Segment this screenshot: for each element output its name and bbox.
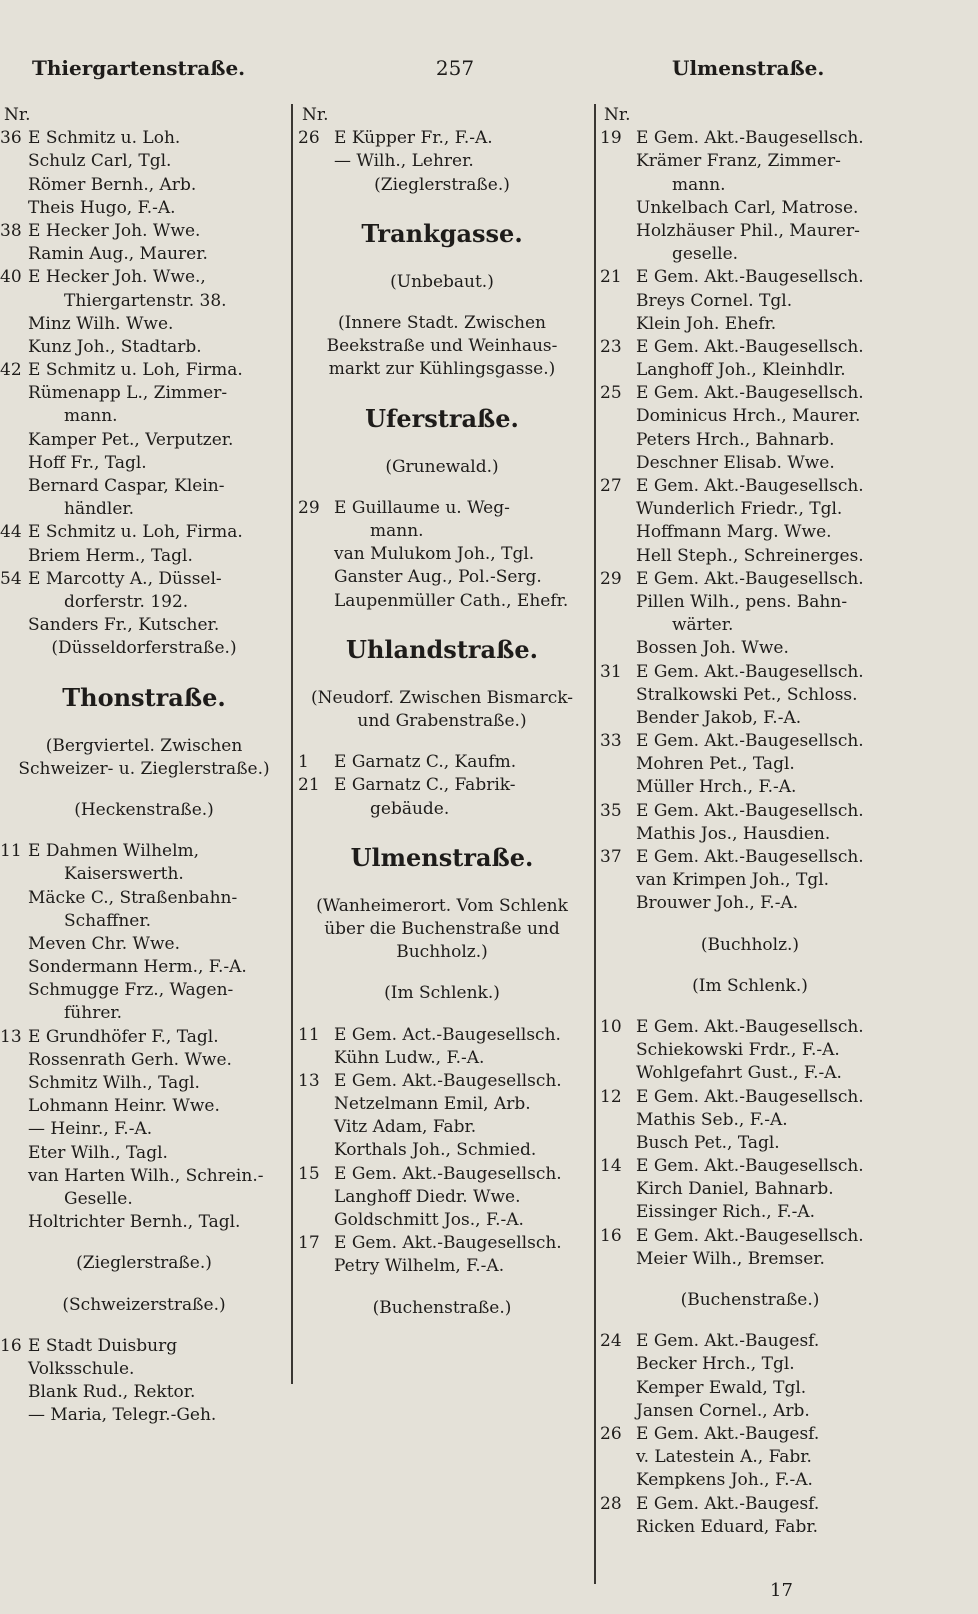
house-entry xyxy=(0,568,288,591)
resident-line: Eter Wilh., Tagl. xyxy=(28,1142,168,1163)
owner-name: E Gem. Akt.-Baugesellsch. xyxy=(636,128,864,149)
resident-line: Dominicus Hrch., Maurer. xyxy=(636,406,861,427)
owner-name: E Gem. Akt.-Baugesf. xyxy=(636,1331,820,1352)
resident-line: Hoffmann Marg. Wwe. xyxy=(636,522,832,543)
spacer xyxy=(600,1312,900,1330)
house-entry xyxy=(298,1163,586,1186)
house-number: 13 xyxy=(298,1070,320,1091)
entry-continuation: Thiergartenstr. 38. xyxy=(64,290,227,311)
house-entry xyxy=(600,382,900,405)
street-note: (Im Schlenk.) xyxy=(692,975,808,996)
house-number: 13 xyxy=(0,1026,22,1047)
street-heading: Uferstraße. xyxy=(365,403,519,433)
resident-line: Hell Steph., Schreinerges. xyxy=(636,545,864,566)
resident-line: Vitz Adam, Fabr. xyxy=(334,1117,477,1138)
resident-line: Bossen Joh. Wwe. xyxy=(636,638,789,659)
owner-name: E Garnatz C., Fabrik- xyxy=(334,775,516,796)
resident-line: Jansen Cornel., Arb. xyxy=(636,1400,810,1421)
resident-line: Korthals Joh., Schmied. xyxy=(334,1140,537,1161)
house-entry xyxy=(0,220,288,243)
resident-line: Meven Chr. Wwe. xyxy=(28,933,180,954)
house-number: 28 xyxy=(600,1493,622,1514)
house-entry xyxy=(600,1225,900,1248)
spacer xyxy=(0,781,288,799)
column-rule-left xyxy=(291,104,293,1384)
house-number: 11 xyxy=(0,841,22,862)
spacer xyxy=(0,822,288,840)
street-note: (Im Schlenk.) xyxy=(384,983,500,1004)
column-left xyxy=(0,104,288,1427)
entry-continuation: gebäude. xyxy=(370,798,450,819)
owner-name: E Dahmen Wilhelm, xyxy=(28,841,200,862)
house-entry xyxy=(600,661,900,684)
owner-name: E Grundhöfer F., Tagl. xyxy=(28,1026,219,1047)
house-entry xyxy=(600,846,900,869)
house-entry xyxy=(298,1232,586,1255)
resident-line: Laupenmüller Cath., Ehefr. xyxy=(334,590,569,611)
resident-line: Breys Cornel. Tgl. xyxy=(636,290,793,311)
owner-name: E Gem. Akt.-Baugesellsch. xyxy=(334,1163,562,1184)
resident-line: Bernard Caspar, Klein- xyxy=(28,476,225,496)
house-entry xyxy=(600,1330,900,1353)
resident-line: Schmugge Frz., Wagen- xyxy=(28,980,234,1001)
entry-continuation: Schaffner. xyxy=(64,910,152,931)
house-number: 25 xyxy=(600,383,622,404)
house-number: 19 xyxy=(600,128,622,149)
house-number: 21 xyxy=(298,775,320,796)
street-note: (Bergviertel. Zwischen xyxy=(45,735,243,756)
house-number: 36 xyxy=(0,128,22,149)
running-head-right: Ulmenstraße. xyxy=(672,56,825,80)
house-entry xyxy=(600,1016,900,1039)
resident-line: Holzhäuser Phil., Maurer- xyxy=(636,220,860,241)
resident-line: Schulz Carl, Tgl. xyxy=(28,151,172,172)
resident-line: — Heinr., F.-A. xyxy=(28,1119,153,1140)
house-number: 21 xyxy=(600,267,622,288)
resident-line: Brouwer Joh., F.-A. xyxy=(636,893,799,914)
street-note: (Schweizerstraße.) xyxy=(62,1294,226,1315)
street-note: (Buchenstraße.) xyxy=(680,1290,820,1311)
street-note: (Grunewald.) xyxy=(385,456,499,477)
house-number: 26 xyxy=(298,128,320,149)
entry-continuation: Geselle. xyxy=(64,1188,133,1209)
spacer xyxy=(298,1279,586,1297)
house-entry xyxy=(0,1026,288,1049)
house-entry xyxy=(0,521,288,544)
house-entry xyxy=(0,1335,288,1358)
resident-line: van Mulukom Joh., Tgl. xyxy=(334,544,535,565)
column-rule-right xyxy=(594,104,596,1584)
house-number: 35 xyxy=(600,800,622,821)
resident-line: Minz Wilh. Wwe. xyxy=(28,313,174,334)
resident-line: Kühn Ludw., F.-A. xyxy=(334,1047,485,1068)
resident-line: van Harten Wilh., Schrein.- xyxy=(28,1165,264,1186)
resident-line: Mäcke C., Straßenbahn- xyxy=(28,887,238,908)
street-heading: Ulmenstraße. xyxy=(350,842,534,872)
owner-name: E Gem. Akt.-Baugesellsch. xyxy=(636,847,864,867)
house-number: 27 xyxy=(600,476,622,496)
house-entry xyxy=(0,840,288,863)
house-number: 44 xyxy=(0,522,22,543)
house-entry xyxy=(298,497,586,520)
owner-name: E Schmitz u. Loh. xyxy=(28,128,181,149)
house-entry xyxy=(600,1493,900,1516)
resident-line: Rümenapp L., Zimmer- xyxy=(28,383,228,404)
house-number: 16 xyxy=(600,1225,622,1246)
house-number: 29 xyxy=(600,568,622,589)
resident-line: Klein Joh. Ehefr. xyxy=(636,313,777,334)
resident-line: Unkelbach Carl, Matrose. xyxy=(636,197,859,218)
street-heading: Trankgasse. xyxy=(361,218,523,248)
owner-name: E Gem. Akt.-Baugesellsch. xyxy=(636,476,864,496)
resident-line: Holtrichter Bernh., Tagl. xyxy=(28,1212,241,1233)
house-entry xyxy=(600,475,900,498)
owner-name: E Stadt Duisburg xyxy=(28,1335,178,1356)
spacer xyxy=(0,1317,288,1335)
resident-line: Ramin Aug., Maurer. xyxy=(28,244,208,265)
entry-continuation: führer. xyxy=(64,1003,123,1024)
house-entry xyxy=(0,359,288,382)
house-number: 37 xyxy=(600,847,622,867)
street-note: (Düsseldorferstraße.) xyxy=(51,638,237,659)
house-entry xyxy=(298,1024,586,1047)
house-entry xyxy=(0,266,288,289)
running-head-left: Thiergartenstraße. xyxy=(32,56,246,80)
owner-name: E Gem. Akt.-Baugesellsch. xyxy=(636,800,864,821)
house-number: 11 xyxy=(298,1024,320,1045)
house-number: 1 xyxy=(298,752,309,773)
owner-name: E Küpper Fr., F.-A. xyxy=(334,128,493,149)
resident-line: Müller Hrch., F.-A. xyxy=(636,777,797,798)
owner-name: E Gem. Akt.-Baugesellsch. xyxy=(636,267,864,288)
house-number: 16 xyxy=(0,1335,22,1356)
resident-line: Rossenrath Gerh. Wwe. xyxy=(28,1049,232,1070)
street-note: (Zieglerstraße.) xyxy=(374,174,510,195)
house-entry xyxy=(0,127,288,150)
resident-line: Mohren Pet., Tagl. xyxy=(636,754,795,775)
entry-continuation: dorferstr. 192. xyxy=(64,591,189,612)
street-note: (Innere Stadt. Zwischen xyxy=(337,312,547,333)
resident-line: Pillen Wilh., pens. Bahn- xyxy=(636,591,848,612)
street-note: (Neudorf. Zwischen Bismarck- xyxy=(311,687,573,708)
owner-name: E Gem. Akt.-Baugesellsch. xyxy=(636,383,864,404)
resident-line: Eissinger Rich., F.-A. xyxy=(636,1202,816,1223)
resident-line: Kunz Joh., Stadtarb. xyxy=(28,336,202,357)
resident-line: Kamper Pet., Verputzer. xyxy=(28,429,234,450)
resident-line: Ganster Aug., Pol.-Serg. xyxy=(334,567,542,588)
resident-line: Mathis Seb., F.-A. xyxy=(636,1109,788,1130)
house-entry xyxy=(600,1423,900,1446)
entry-continuation: mann. xyxy=(64,406,118,427)
spacer xyxy=(298,479,586,497)
street-note: (Wanheimerort. Vom Schlenk xyxy=(316,895,568,916)
spacer xyxy=(298,964,586,982)
street-note: (Buchholz.) xyxy=(700,934,800,955)
column-number-heading: Nr. xyxy=(604,105,631,125)
spacer xyxy=(0,1276,288,1294)
owner-name: E Gem. Act.-Baugesellsch. xyxy=(334,1024,561,1045)
resident-line: Langhoff Diedr. Wwe. xyxy=(334,1186,521,1207)
house-number: 54 xyxy=(0,568,22,589)
house-entry xyxy=(600,336,900,359)
resident-line: Becker Hrch., Tgl. xyxy=(636,1354,795,1375)
resident-line: Sanders Fr., Kutscher. xyxy=(28,615,220,636)
resident-line: van Krimpen Joh., Tgl. xyxy=(636,870,830,891)
house-entry xyxy=(298,751,586,774)
street-note: (Unbebaut.) xyxy=(390,271,494,292)
resident-line: Deschner Elisab. Wwe. xyxy=(636,452,835,473)
house-entry xyxy=(600,800,900,823)
owner-name: E Gem. Akt.-Baugesellsch. xyxy=(636,336,864,357)
house-number: 26 xyxy=(600,1423,622,1444)
resident-line: Petry Wilhelm, F.-A. xyxy=(334,1256,505,1277)
resident-line: Schmitz Wilh., Tagl. xyxy=(28,1073,200,1093)
street-note: Buchholz.) xyxy=(396,942,488,963)
house-entry xyxy=(298,1070,586,1093)
owner-name: E Gem. Akt.-Baugesellsch. xyxy=(636,1016,864,1037)
resident-line: Hoff Fr., Tagl. xyxy=(28,452,147,473)
street-note: und Grabenstraße.) xyxy=(357,710,527,731)
house-number: 40 xyxy=(0,267,22,288)
resident-line: — Maria, Telegr.-Geh. xyxy=(28,1405,217,1426)
owner-name: E Schmitz u. Loh, Firma. xyxy=(28,522,243,543)
spacer xyxy=(298,1006,586,1024)
owner-name: E Guillaume u. Weg- xyxy=(334,497,510,518)
house-entry xyxy=(600,1155,900,1178)
signature-mark: 17 xyxy=(770,1580,793,1601)
resident-line: Lohmann Heinr. Wwe. xyxy=(28,1096,220,1117)
resident-line: Wohlgefahrt Gust., F.-A. xyxy=(636,1063,842,1084)
resident-line: — Wilh., Lehrer. xyxy=(334,151,474,172)
column-middle xyxy=(298,104,586,1320)
house-entry xyxy=(298,774,586,797)
house-entry xyxy=(600,1086,900,1109)
resident-line: Stralkowski Pet., Schloss. xyxy=(636,684,858,705)
street-note: (Heckenstraße.) xyxy=(74,799,214,820)
spacer xyxy=(0,1234,288,1252)
house-entry xyxy=(600,127,900,150)
house-number: 29 xyxy=(298,497,320,518)
resident-line: Sondermann Herm., F.-A. xyxy=(28,957,247,978)
resident-line: Kirch Daniel, Bahnarb. xyxy=(636,1179,834,1200)
resident-line: Kempkens Joh., F.-A. xyxy=(636,1470,813,1491)
owner-name: E Marcotty A., Düssel- xyxy=(28,568,222,589)
street-note: über die Buchenstraße und xyxy=(324,918,560,939)
house-number: 10 xyxy=(600,1016,622,1037)
resident-line: Theis Hugo, F.-A. xyxy=(28,197,176,218)
resident-line: Bender Jakob, F.-A. xyxy=(636,707,802,728)
owner-name: E Garnatz C., Kaufm. xyxy=(334,752,517,773)
house-number: 14 xyxy=(600,1156,622,1177)
house-entry xyxy=(600,730,900,753)
house-number: 24 xyxy=(600,1331,622,1352)
spacer xyxy=(600,957,900,975)
street-note: markt zur Kühlingsgasse.) xyxy=(328,359,556,380)
entry-continuation: Kaiserswerth. xyxy=(64,864,184,885)
owner-name: E Gem. Akt.-Baugesellsch. xyxy=(636,1225,864,1246)
owner-name: E Gem. Akt.-Baugesellsch. xyxy=(334,1233,562,1254)
street-note: Beekstraße und Weinhaus- xyxy=(326,336,558,357)
street-note: (Buchenstraße.) xyxy=(372,1297,512,1318)
column-right xyxy=(600,104,900,1539)
house-number: 15 xyxy=(298,1163,320,1184)
entry-continuation: händler. xyxy=(64,499,135,520)
owner-name: E Gem. Akt.-Baugesf. xyxy=(636,1493,820,1514)
resident-line: Blank Rud., Rektor. xyxy=(28,1382,196,1403)
house-entry xyxy=(600,568,900,591)
resident-line: Schiekowski Frdr., F.-A. xyxy=(636,1040,840,1061)
resident-line: Meier Wilh., Bremser. xyxy=(636,1248,825,1269)
resident-line: Busch Pet., Tagl. xyxy=(636,1132,780,1153)
spacer xyxy=(600,1271,900,1289)
owner-name: E Gem. Akt.-Baugesellsch. xyxy=(334,1070,562,1091)
house-number: 31 xyxy=(600,661,622,682)
street-heading: Thonstraße. xyxy=(62,682,226,712)
resident-line: Langhoff Joh., Kleinhdlr. xyxy=(636,360,846,381)
owner-name: E Gem. Akt.-Baugesellsch. xyxy=(636,568,864,589)
resident-line: Mathis Jos., Hausdien. xyxy=(636,823,831,844)
resident-line: Krämer Franz, Zimmer- xyxy=(636,151,841,172)
resident-line: Volksschule. xyxy=(28,1358,135,1379)
resident-line: Wunderlich Friedr., Tgl. xyxy=(636,499,843,520)
page-number: 257 xyxy=(435,56,475,80)
house-number: 33 xyxy=(600,731,622,752)
resident-line: Kemper Ewald, Tgl. xyxy=(636,1377,807,1398)
owner-name: E Gem. Akt.-Baugesellsch. xyxy=(636,661,864,682)
column-number-heading: Nr. xyxy=(302,105,329,125)
street-heading: Uhlandstraße. xyxy=(346,634,538,664)
spacer xyxy=(600,998,900,1016)
resident-line: Römer Bernh., Arb. xyxy=(28,174,197,195)
resident-line: Ricken Eduard, Fabr. xyxy=(636,1516,818,1537)
entry-continuation: geselle. xyxy=(672,244,739,265)
entry-continuation: mann. xyxy=(672,174,726,195)
resident-line: Netzelmann Emil, Arb. xyxy=(334,1094,531,1115)
owner-name: E Hecker Joh. Wwe. xyxy=(28,220,201,241)
owner-name: E Hecker Joh. Wwe., xyxy=(28,267,206,288)
owner-name: E Schmitz u. Loh, Firma. xyxy=(28,360,243,381)
house-number: 12 xyxy=(600,1086,622,1107)
entry-continuation: wärter. xyxy=(672,615,734,636)
resident-line: Peters Hrch., Bahnarb. xyxy=(636,429,835,450)
entry-continuation: mann. xyxy=(370,520,424,541)
owner-name: E Gem. Akt.-Baugesellsch. xyxy=(636,731,864,752)
column-number-heading: Nr. xyxy=(4,105,31,125)
owner-name: E Gem. Akt.-Baugesellsch. xyxy=(636,1086,864,1107)
spacer xyxy=(600,916,900,934)
street-note: (Zieglerstraße.) xyxy=(76,1253,212,1274)
resident-line: v. Latestein A., Fabr. xyxy=(636,1447,812,1468)
house-number: 23 xyxy=(600,336,622,357)
house-number: 38 xyxy=(0,220,22,241)
owner-name: E Gem. Akt.-Baugesellsch. xyxy=(636,1156,864,1177)
street-note: Schweizer- u. Zieglerstraße.) xyxy=(18,758,270,779)
house-number: 17 xyxy=(298,1233,320,1254)
resident-line: Briem Herm., Tagl. xyxy=(28,545,193,566)
spacer xyxy=(298,294,586,312)
owner-name: E Gem. Akt.-Baugesf. xyxy=(636,1423,820,1444)
resident-line: Goldschmitt Jos., F.-A. xyxy=(334,1210,524,1230)
house-number: 42 xyxy=(0,360,22,381)
house-entry xyxy=(298,127,586,150)
spacer xyxy=(298,733,586,751)
house-entry xyxy=(600,266,900,289)
